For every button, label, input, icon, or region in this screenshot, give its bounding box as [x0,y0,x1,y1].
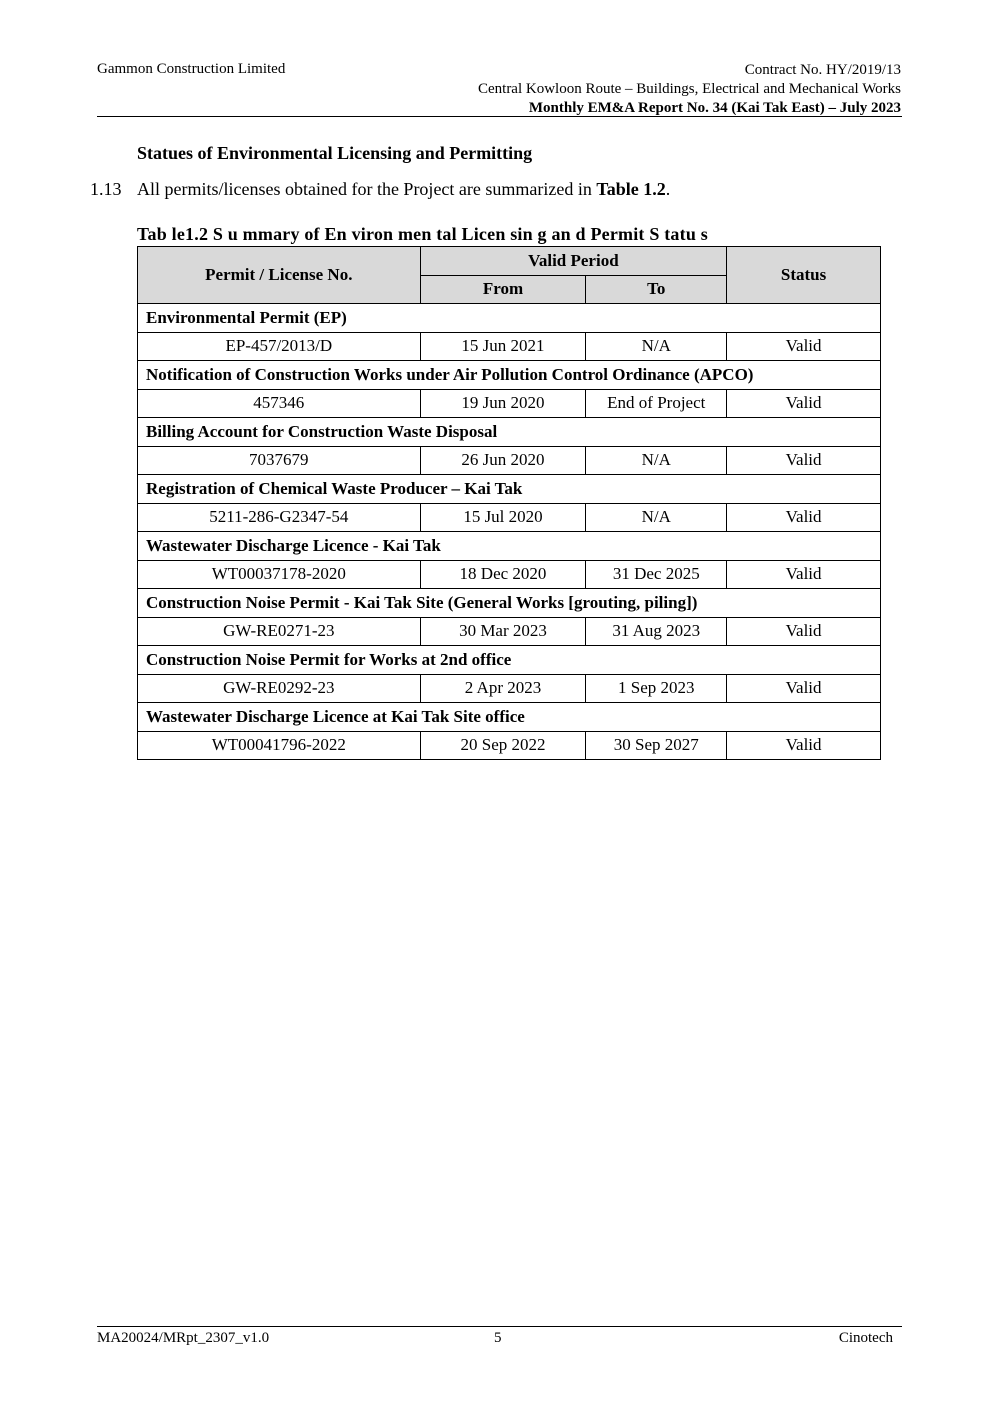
header-divider [97,116,902,117]
header-valid-period: Valid Period [420,247,727,276]
group-title: Environmental Permit (EP) [138,304,881,333]
table-row [138,446,881,475]
table-row [138,674,881,703]
permits-table [137,246,881,760]
cell-permit-no: GW-RE0292-23 [138,674,421,703]
group-row [138,418,881,447]
header-right-block [478,61,901,118]
page-number: 5 [494,1330,502,1346]
group-title: Billing Account for Construction Waste Disposal [138,418,881,447]
header-from: From [420,275,586,304]
cell-status: Valid [727,503,881,532]
group-row [138,304,881,333]
cell-from: 18 Dec 2020 [420,560,586,589]
cell-permit-no: 7037679 [138,446,421,475]
footer-org: Cinotech [838,1330,893,1346]
header-report: Monthly EM&A Report No. 34 (Kai Tak East) – July 2023 [528,100,901,116]
cell-from: 30 Mar 2023 [420,617,586,646]
table-row [138,560,881,589]
paragraph-1-13 [90,179,670,200]
group-row [138,646,881,675]
header-project: Central Kowloon Route – Buildings, Electrical and Mechanical Works [477,81,901,97]
table-row [138,389,881,418]
cell-status: Valid [727,446,881,475]
cell-to: 1 Sep 2023 [586,674,727,703]
footer-divider [97,1326,902,1327]
group-title: Notification of Construction Works under Air Pollution Control Ordinance (APCO) [138,361,881,390]
group-row [138,532,881,561]
cell-from: 15 Jul 2020 [420,503,586,532]
table-row [138,503,881,532]
group-title: Construction Noise Permit for Works at 2nd office [138,646,881,675]
table-reference: Table 1.2 [596,179,666,199]
section-heading: Statues of Environmental Licensing and Permitting [137,143,533,163]
cell-from: 20 Sep 2022 [420,731,586,760]
paragraph-number: 1.13 [90,179,122,199]
group-title: Wastewater Discharge Licence at Kai Tak Site office [138,703,881,732]
group-row [138,703,881,732]
cell-from: 19 Jun 2020 [420,389,586,418]
group-title: Wastewater Discharge Licence - Kai Tak [138,532,881,561]
cell-status: Valid [727,674,881,703]
group-row [138,475,881,504]
cell-status: Valid [727,617,881,646]
header-company: Gammon Construction Limited [97,61,286,77]
cell-permit-no: 5211-286-G2347-54 [138,503,421,532]
cell-permit-no: EP-457/2013/D [138,332,421,361]
header-permit: Permit / License No. [138,247,421,304]
cell-permit-no: WT00041796-2022 [138,731,421,760]
header-status: Status [727,247,881,304]
group-title: Registration of Chemical Waste Producer – Kai Tak [138,475,881,504]
footer-doc-ref: MA20024/MRpt_2307_v1.0 [97,1330,270,1346]
header-to: To [586,275,727,304]
cell-status: Valid [727,731,881,760]
paragraph-text: All permits/licenses obtained for the Project are summarized in [137,179,597,199]
table-caption: Tab le1.2 S u mmary of En viron men tal Licen sin g an d Permit S tatu s [137,224,708,244]
cell-to: 30 Sep 2027 [586,731,727,760]
table-row [138,731,881,760]
table-header [138,247,881,304]
group-row [138,361,881,390]
cell-permit-no: 457346 [138,389,421,418]
header-contract: Contract No. HY/2019/13 [744,62,901,78]
cell-from: 2 Apr 2023 [420,674,586,703]
cell-to: N/A [586,503,727,532]
cell-status: Valid [727,332,881,361]
cell-permit-no: GW-RE0271-23 [138,617,421,646]
cell-from: 26 Jun 2020 [420,446,586,475]
group-row [138,589,881,618]
paragraph-end: . [665,179,671,199]
cell-to: N/A [586,446,727,475]
table-row [138,617,881,646]
cell-status: Valid [727,560,881,589]
cell-permit-no: WT00037178-2020 [138,560,421,589]
cell-to: 31 Aug 2023 [586,617,727,646]
cell-from: 15 Jun 2021 [420,332,586,361]
cell-to: End of Project [586,389,727,418]
table-row [138,332,881,361]
group-title: Construction Noise Permit - Kai Tak Site (General Works [grouting, piling]) [138,589,881,618]
cell-to: 31 Dec 2025 [586,560,727,589]
cell-to: N/A [586,332,727,361]
table-body [138,304,881,760]
cell-status: Valid [727,389,881,418]
